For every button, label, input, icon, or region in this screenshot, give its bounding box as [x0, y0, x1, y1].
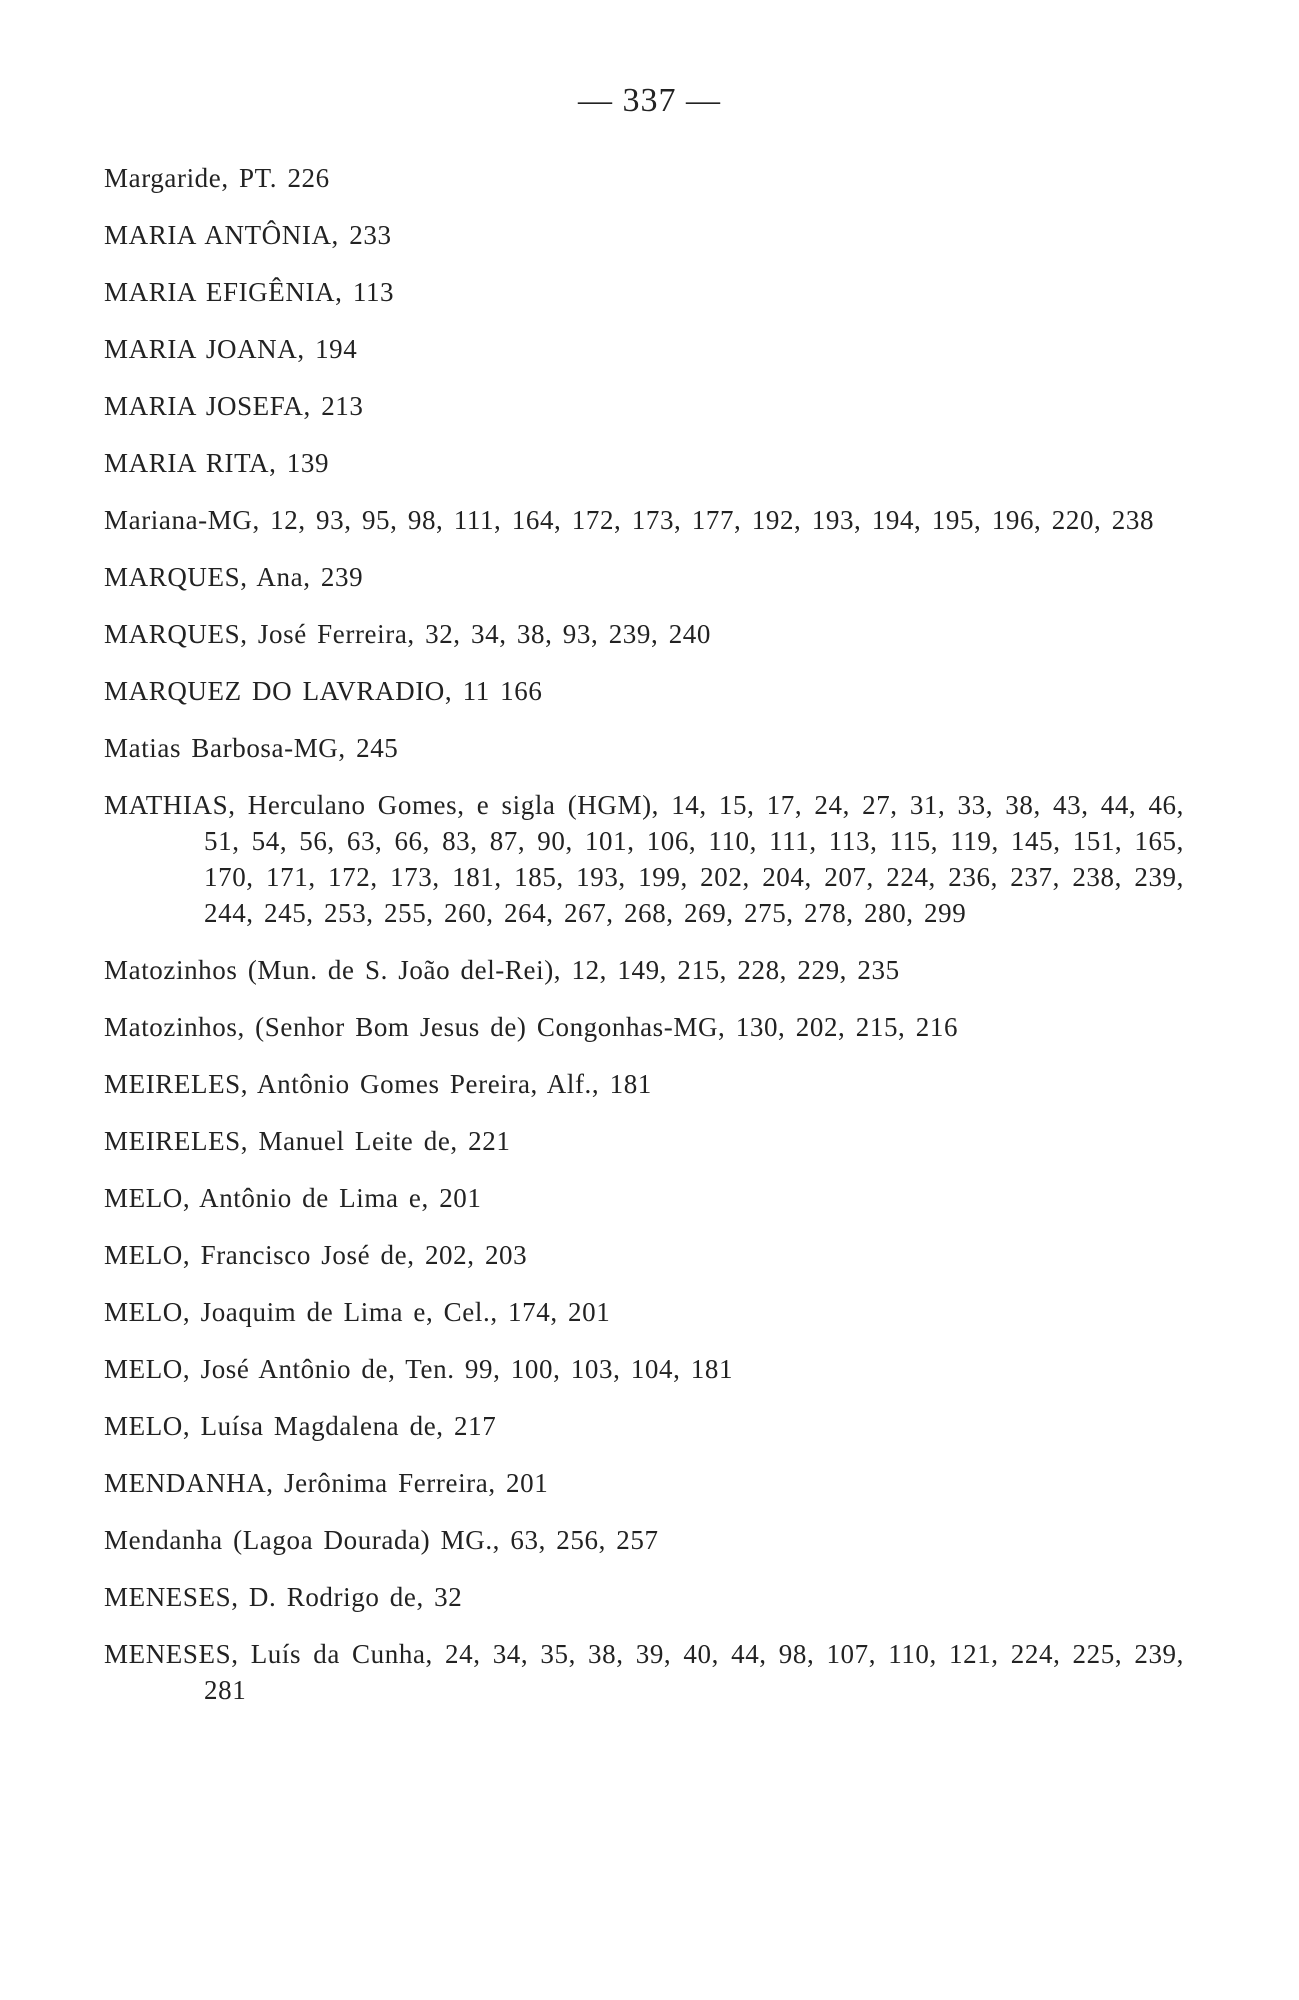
index-entry: MARIA ANTÔNIA, 233 [104, 220, 392, 250]
index-entry: MELO, Joaquim de Lima e, Cel., 174, 201 [104, 1297, 611, 1327]
index-entry: Mendanha (Lagoa Dourada) MG., 63, 256, 257 [104, 1525, 659, 1555]
index-entry: MELO, Francisco José de, 202, 203 [104, 1240, 528, 1270]
index-entry: MENESES, D. Rodrigo de, 32 [104, 1582, 463, 1612]
index-entry: MEIRELES, Manuel Leite de, 221 [104, 1126, 511, 1156]
index-entry: MENDANHA, Jerônima Ferreira, 201 [104, 1468, 549, 1498]
index-entry: MELO, Antônio de Lima e, 201 [104, 1183, 482, 1213]
index-entry: MARQUEZ DO LAVRADIO, 11 166 [104, 676, 543, 706]
index-entry: MATHIAS, Herculano Gomes, e sigla (HGM), 14, 15, 17, 24, 27, 31, 33, 38, 43, 44, 46, 51, 54, 56, 63, 66, 83, 87, 90, 101, 106, 110, 111, 113, 115, 119, 145, 151, 165, 170, 171, 172, 173, 181, 185, 193, 199, 202, 204, 207, 224, 236, 237, 238, 239, 244, 245, 253, 255, 260, 264, 267, 268, 269, 275, 278, 280, 299 [104, 790, 1184, 928]
index-entry: MELO, José Antônio de, Ten. 99, 100, 103, 104, 181 [104, 1354, 734, 1384]
index-list [104, 160, 1184, 1729]
index-entry: MARIA EFIGÊNIA, 113 [104, 277, 395, 307]
index-entry: MARIA JOANA, 194 [104, 334, 358, 364]
index-entry: MARQUES, Ana, 239 [104, 562, 364, 592]
index-entry: Margaride, PT. 226 [104, 163, 330, 193]
index-entry: MELO, Luísa Magdalena de, 217 [104, 1411, 497, 1441]
index-entry: Mariana-MG, 12, 93, 95, 98, 111, 164, 172, 173, 177, 192, 193, 194, 195, 196, 220, 238 [104, 505, 1155, 535]
index-entry: Matozinhos, (Senhor Bom Jesus de) Congonhas-MG, 130, 202, 215, 216 [104, 1012, 959, 1042]
index-entry: MARIA JOSEFA, 213 [104, 391, 364, 421]
index-entry: MEIRELES, Antônio Gomes Pereira, Alf., 181 [104, 1069, 652, 1099]
index-entry: MARIA RITA, 139 [104, 448, 330, 478]
index-entry: MENESES, Luís da Cunha, 24, 34, 35, 38, 39, 40, 44, 98, 107, 110, 121, 224, 225, 239, 281 [104, 1639, 1184, 1705]
index-entry: Matozinhos (Mun. de S. João del-Rei), 12, 149, 215, 228, 229, 235 [104, 955, 900, 985]
page-number: — 337 — [578, 82, 721, 119]
index-entry: Matias Barbosa-MG, 245 [104, 733, 399, 763]
index-entry: MARQUES, José Ferreira, 32, 34, 38, 93, 239, 240 [104, 619, 712, 649]
